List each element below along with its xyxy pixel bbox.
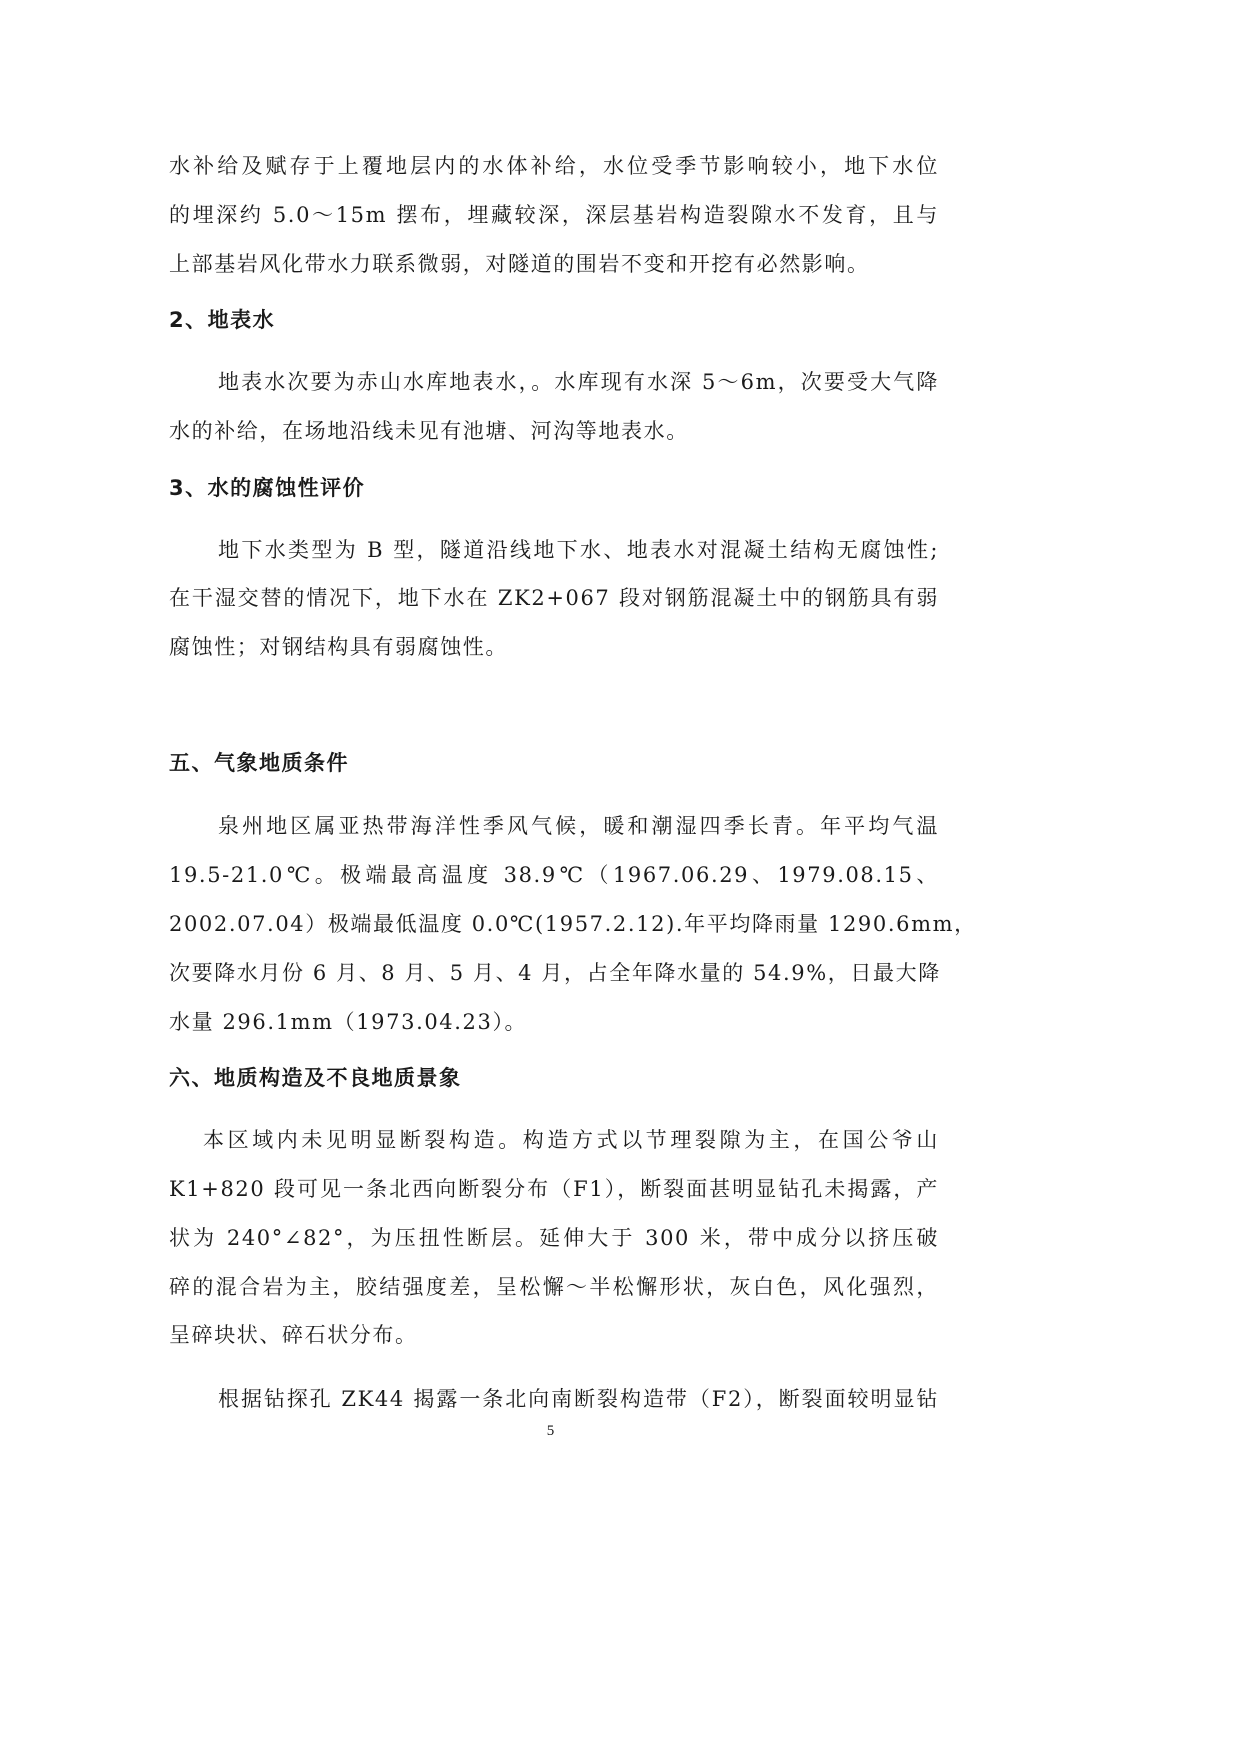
- body-text-line: 2002.07.04）极端最低温度 0.0℃(1957.2.12).年平均降雨量 1290.6mm，: [169, 912, 977, 936]
- body-text-line: 腐蚀性；对钢结构具有弱腐蚀性。: [169, 635, 508, 659]
- body-text-line: 碎的混合岩为主，胶结强度差，呈松懈～半松懈形状，灰白色，风化强烈，: [169, 1275, 939, 1299]
- section-heading: 3、水的腐蚀性评价: [169, 476, 366, 500]
- body-text-line: 地下水类型为 B 型，隧道沿线地下水、地表水对混凝土结构无腐蚀性;: [218, 538, 939, 562]
- page-number: 5: [546, 1423, 555, 1439]
- body-text-line: 本区域内未见明显断裂构造。构造方式以节理裂隙为主，在国公爷山: [203, 1128, 939, 1152]
- body-text-line: 水的补给，在场地沿线未见有池塘、河沟等地表水。: [169, 419, 689, 443]
- body-text-line: 地表水次要为赤山水库地表水，。水库现有水深 5～6m，次要受大气降: [218, 370, 939, 394]
- body-text-line: 的埋深约 5.0～15m 摆布，埋藏较深，深层基岩构造裂隙水不发育，且与: [169, 203, 939, 227]
- body-text-line: 在干湿交替的情况下，地下水在 ZK2+067 段对钢筋混凝土中的钢筋具有弱: [169, 586, 939, 610]
- body-text-line: 次要降水月份 6 月、8 月、5 月、4 月，占全年降水量的 54.9%，日最大降: [169, 961, 941, 985]
- body-text-line: 上部基岩风化带水力联系微弱，对隧道的围岩不变和开挖有必然影响。: [169, 252, 870, 276]
- body-text-line: 呈碎块状、碎石状分布。: [169, 1323, 418, 1347]
- body-text-line: 状为 240°∠82°，为压扭性断层。延伸大于 300 米，带中成分以挤压破: [169, 1226, 939, 1250]
- body-text-line: 水量 296.1mm（1973.04.23）。: [169, 1010, 528, 1034]
- section-heading: 六、地质构造及不良地质景象: [169, 1066, 462, 1090]
- section-heading: 2、地表水: [169, 308, 276, 332]
- body-text-line: 19.5-21.0℃。极端最高温度 38.9℃（1967.06.29、1979.08.15、: [169, 863, 939, 887]
- body-text-line: 水补给及赋存于上覆地层内的水体补给，水位受季节影响较小，地下水位: [169, 154, 939, 178]
- section-heading: 五、气象地质条件: [169, 751, 349, 775]
- body-text-line: 根据钻探孔 ZK44 揭露一条北向南断裂构造带（F2），断裂面较明显钻: [218, 1387, 939, 1411]
- body-text-line: K1+820 段可见一条北西向断裂分布（F1），断裂面甚明显钻孔未揭露，产: [169, 1177, 939, 1201]
- body-text-line: 泉州地区属亚热带海洋性季风气候，暖和潮湿四季长青。年平均气温: [218, 814, 939, 838]
